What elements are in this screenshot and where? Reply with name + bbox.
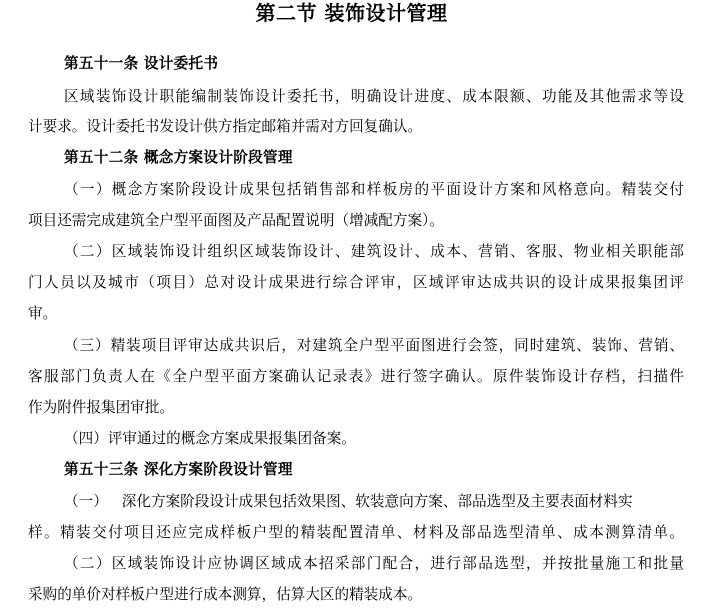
article-53-p1-marker: （一） xyxy=(64,493,108,510)
article-53-p2-line1: （二）区域装饰设计应协调区域成本招采部门配合，进行部品选型，并按批量施工和批量 xyxy=(64,555,684,572)
article-52-p1-line2: 项目还需完成建筑全户型平面图及产品配置说明（增减配方案）。 xyxy=(28,212,444,229)
article-52-p2-line1: （二）区域装饰设计组织区域装饰设计、建筑设计、成本、营销、客服、物业相关职能部 xyxy=(64,243,684,260)
article-51-heading: 第五十一条 设计委托书 xyxy=(64,55,219,72)
article-53-p1-line1 xyxy=(64,492,684,512)
section-title: 第二节 装饰设计管理 xyxy=(255,1,448,25)
article-51-p1-line1: 区域装饰设计职能编制装饰设计委托书，明确设计进度、成本限额、功能及其他需求等设 xyxy=(64,88,684,105)
article-52-p4-line1: （四）评审通过的概念方案成果报集团备案。 xyxy=(64,430,356,447)
article-52-p3-line3: 作为附件报集团审批。 xyxy=(28,399,174,416)
article-53-p1-line2: 样。精装交付项目还应完成样板户型的精装配置清单、材料及部品选型清单、成本测算清单。 xyxy=(28,524,684,541)
article-52-p3-line1: （三）精装项目评审达成共识后，对建筑全户型平面图进行会签，同时建筑、装饰、营销、 xyxy=(64,337,684,354)
article-51-p1-line2: 计要求。设计委托书发设计供方指定邮箱并需对方回复确认。 xyxy=(28,118,423,135)
article-53-p2-line2: 采购的单价对样板户型进行成本测算，估算大区的精装成本。 xyxy=(28,586,423,603)
article-53-p1-text: 深化方案阶段设计成果包括效果图、软装意向方案、部品选型及主要表面材料实 xyxy=(121,493,633,510)
article-52-p1-line1: （一）概念方案阶段设计成果包括销售部和样板房的平面设计方案和风格意向。精装交付 xyxy=(64,181,684,198)
article-52-p3-line2: 客服部门负责人在《全户型平面方案确认记录表》进行签字确认。原件装饰设计存档，扫描件 xyxy=(28,368,684,385)
article-52-p2-line3: 审。 xyxy=(28,305,58,322)
article-53-heading: 第五十三条 深化方案阶段设计管理 xyxy=(64,461,293,478)
article-52-p2-line2: 门人员以及城市（项目）总对设计成果进行综合评审，区域评审达成共识的设计成果报集团评 xyxy=(28,274,684,291)
article-52-heading: 第五十二条 概念方案设计阶段管理 xyxy=(64,149,293,166)
